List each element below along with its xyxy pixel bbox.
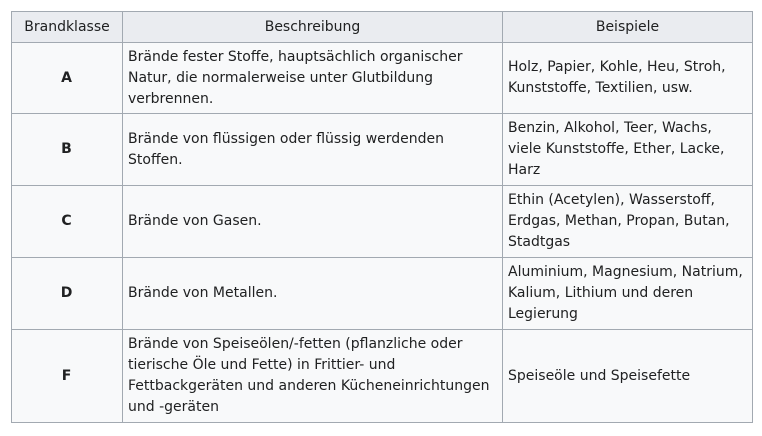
cell-klasse: D	[12, 258, 123, 330]
cell-beschreibung: Brände von Metallen.	[123, 258, 503, 330]
cell-beschreibung: Brände fester Stoffe, hauptsächlich organischer Natur, die normalerweise unter Glutbildung verbrennen.	[123, 43, 503, 114]
cell-klasse: F	[12, 330, 123, 423]
cell-beispiele: Aluminium, Magnesium, Natrium, Kalium, Lithium und deren Legierung	[503, 258, 753, 330]
table-row	[12, 330, 753, 423]
cell-beispiele: Speiseöle und Speisefette	[503, 330, 753, 423]
header-beschreibung[interactable]: Beschreibung	[123, 12, 503, 43]
cell-beispiele: Ethin (Acetylen), Wasserstoff, Erdgas, Methan, Propan, Butan, Stadtgas	[503, 186, 753, 258]
cell-beschreibung: Brände von Speiseölen/-fetten (pflanzliche oder tierische Öle und Fette) in Frittier- und Fettbackgeräten und anderen Kücheneinrichtungen und -geräten	[123, 330, 503, 423]
table-row	[12, 258, 753, 330]
cell-klasse: A	[12, 43, 123, 114]
table-header-row	[12, 12, 753, 43]
cell-klasse: B	[12, 114, 123, 186]
cell-klasse: C	[12, 186, 123, 258]
cell-beispiele: Benzin, Alkohol, Teer, Wachs, viele Kunststoffe, Ether, Lacke, Harz	[503, 114, 753, 186]
fire-class-table	[11, 11, 753, 423]
cell-beispiele: Holz, Papier, Kohle, Heu, Stroh, Kunststoffe, Textilien, usw.	[503, 43, 753, 114]
table-row	[12, 114, 753, 186]
table-container	[11, 11, 752, 423]
cell-beschreibung: Brände von flüssigen oder flüssig werdenden Stoffen.	[123, 114, 503, 186]
table-row	[12, 186, 753, 258]
cell-beschreibung: Brände von Gasen.	[123, 186, 503, 258]
header-beispiele[interactable]: Beispiele	[503, 12, 753, 43]
table-row	[12, 43, 753, 114]
header-brandklasse[interactable]: Brandklasse	[12, 12, 123, 43]
